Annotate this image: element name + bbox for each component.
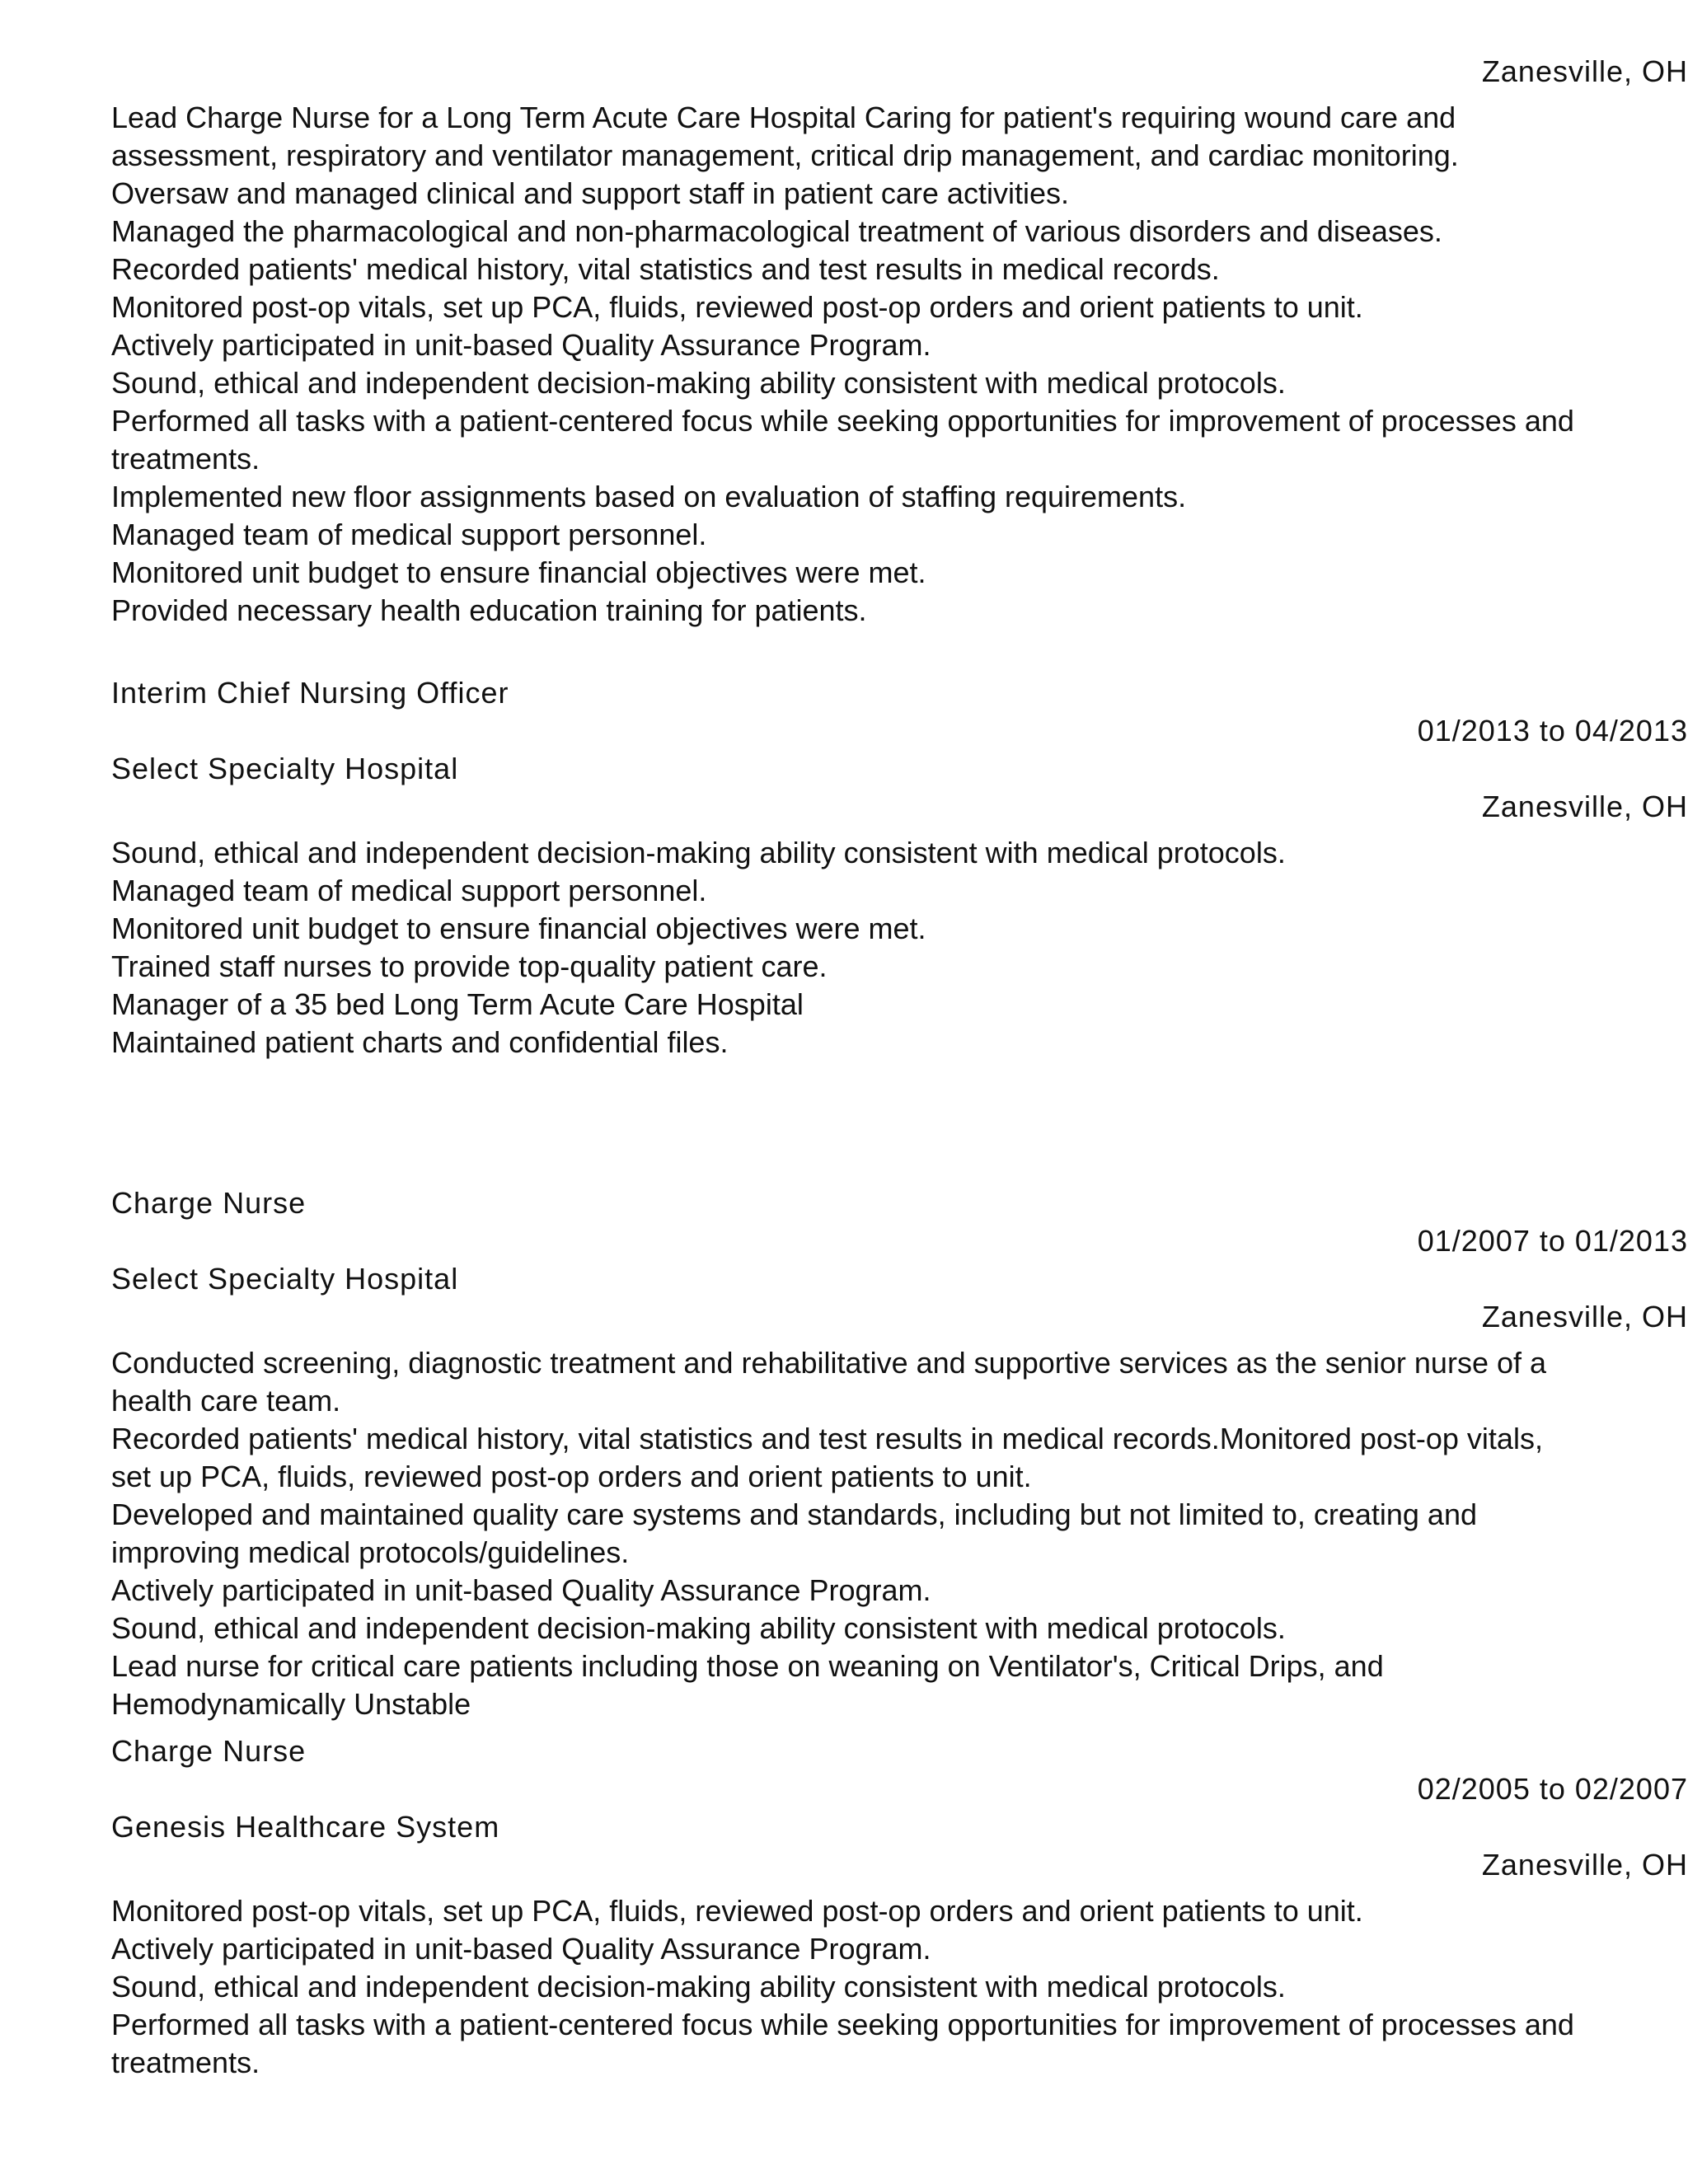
job-bullet: Sound, ethical and independent decision-making ability consistent with medical protocols.	[111, 836, 1286, 869]
job-title: Charge Nurse	[111, 1186, 307, 1220]
job-bullet: Recorded patients' medical history, vital statistics and test results in medical records.Monitored post-op vitals, set up PCA, fluids, reviewed post-op orders and orient patients to unit.	[111, 1422, 1543, 1493]
job-bullet: Sound, ethical and independent decision-making ability consistent with medical protocols.	[111, 366, 1286, 400]
job-dates: 01/2007 to 01/2013	[1417, 1224, 1688, 1258]
job-bullet: Monitored post-op vitals, set up PCA, fluids, reviewed post-op orders and orient patients to unit.	[111, 1894, 1363, 1928]
job-bullet: Performed all tasks with a patient-centered focus while seeking opportunities for improvement of processes and treatments.	[111, 2008, 1574, 2079]
job-bullet: Actively participated in unit-based Quality Assurance Program.	[111, 328, 931, 362]
job-bullet: Monitored unit budget to ensure financial objectives were met.	[111, 555, 926, 589]
job-company: Select Specialty Hospital	[111, 752, 459, 785]
job-bullets	[111, 1892, 1578, 2082]
job-bullet: Sound, ethical and independent decision-making ability consistent with medical protocols.	[111, 1611, 1286, 1645]
job-bullet: Actively participated in unit-based Quality Assurance Program.	[111, 1932, 931, 1966]
job-location: Zanesville, OH	[1481, 1848, 1688, 1882]
job-bullet: Trained staff nurses to provide top-quality patient care.	[111, 949, 828, 983]
job-bullet: Performed all tasks with a patient-centered focus while seeking opportunities for improvement of processes and treatments.	[111, 404, 1574, 476]
job-dates: 01/2013 to 04/2013	[1417, 714, 1688, 748]
job-bullet: Managed the pharmacological and non-pharmacological treatment of various disorders and diseases.	[111, 214, 1442, 248]
job-bullets	[111, 834, 1578, 1062]
job-title: Charge Nurse	[111, 1734, 307, 1768]
job-bullet: Actively participated in unit-based Quality Assurance Program.	[111, 1573, 931, 1607]
job-title: Interim Chief Nursing Officer	[111, 676, 509, 710]
job-location: Zanesville, OH	[1481, 790, 1688, 823]
job-bullet: Monitored post-op vitals, set up PCA, fluids, reviewed post-op orders and orient patients to unit.	[111, 290, 1363, 324]
job-location: Zanesville, OH	[1481, 1300, 1688, 1333]
job-bullet: Lead Charge Nurse for a Long Term Acute Care Hospital Caring for patient's requiring wound care and assessment, respiratory and ventilator management, critical drip management, and cardiac monitoring.	[111, 101, 1459, 172]
job-bullet: Managed team of medical support personnel.	[111, 518, 707, 551]
job-company: Select Specialty Hospital	[111, 1262, 459, 1296]
job-bullet: Managed team of medical support personnel.	[111, 874, 707, 907]
job-company: Genesis Healthcare System	[111, 1810, 500, 1844]
job-bullet: Lead nurse for critical care patients including those on weaning on Ventilator's, Critical Drips, and Hemodynamically Unstable	[111, 1649, 1384, 1721]
job-bullet: Implemented new floor assignments based on evaluation of staffing requirements.	[111, 480, 1187, 513]
job-bullet: Maintained patient charts and confidential files.	[111, 1025, 729, 1059]
job-bullet: Monitored unit budget to ensure financial objectives were met.	[111, 912, 926, 945]
job-dates: 02/2005 to 02/2007	[1417, 1772, 1688, 1806]
job-bullet: Provided necessary health education training for patients.	[111, 593, 867, 627]
job-bullet: Sound, ethical and independent decision-making ability consistent with medical protocols.	[111, 1970, 1286, 2004]
job-location: Zanesville, OH	[1481, 54, 1688, 88]
job-bullet: Conducted screening, diagnostic treatment and rehabilitative and supportive services as the senior nurse of a health care team.	[111, 1346, 1547, 1418]
job-bullet: Oversaw and managed clinical and support staff in patient care activities.	[111, 176, 1069, 210]
job-bullets	[111, 1344, 1578, 1723]
job-bullet: Manager of a 35 bed Long Term Acute Care Hospital	[111, 987, 804, 1021]
job-bullet: Developed and maintained quality care systems and standards, including but not limited to, creating and improving medical protocols/guidelines.	[111, 1497, 1477, 1569]
job-bullet: Recorded patients' medical history, vital statistics and test results in medical records.	[111, 252, 1220, 286]
job-bullets	[111, 99, 1578, 630]
